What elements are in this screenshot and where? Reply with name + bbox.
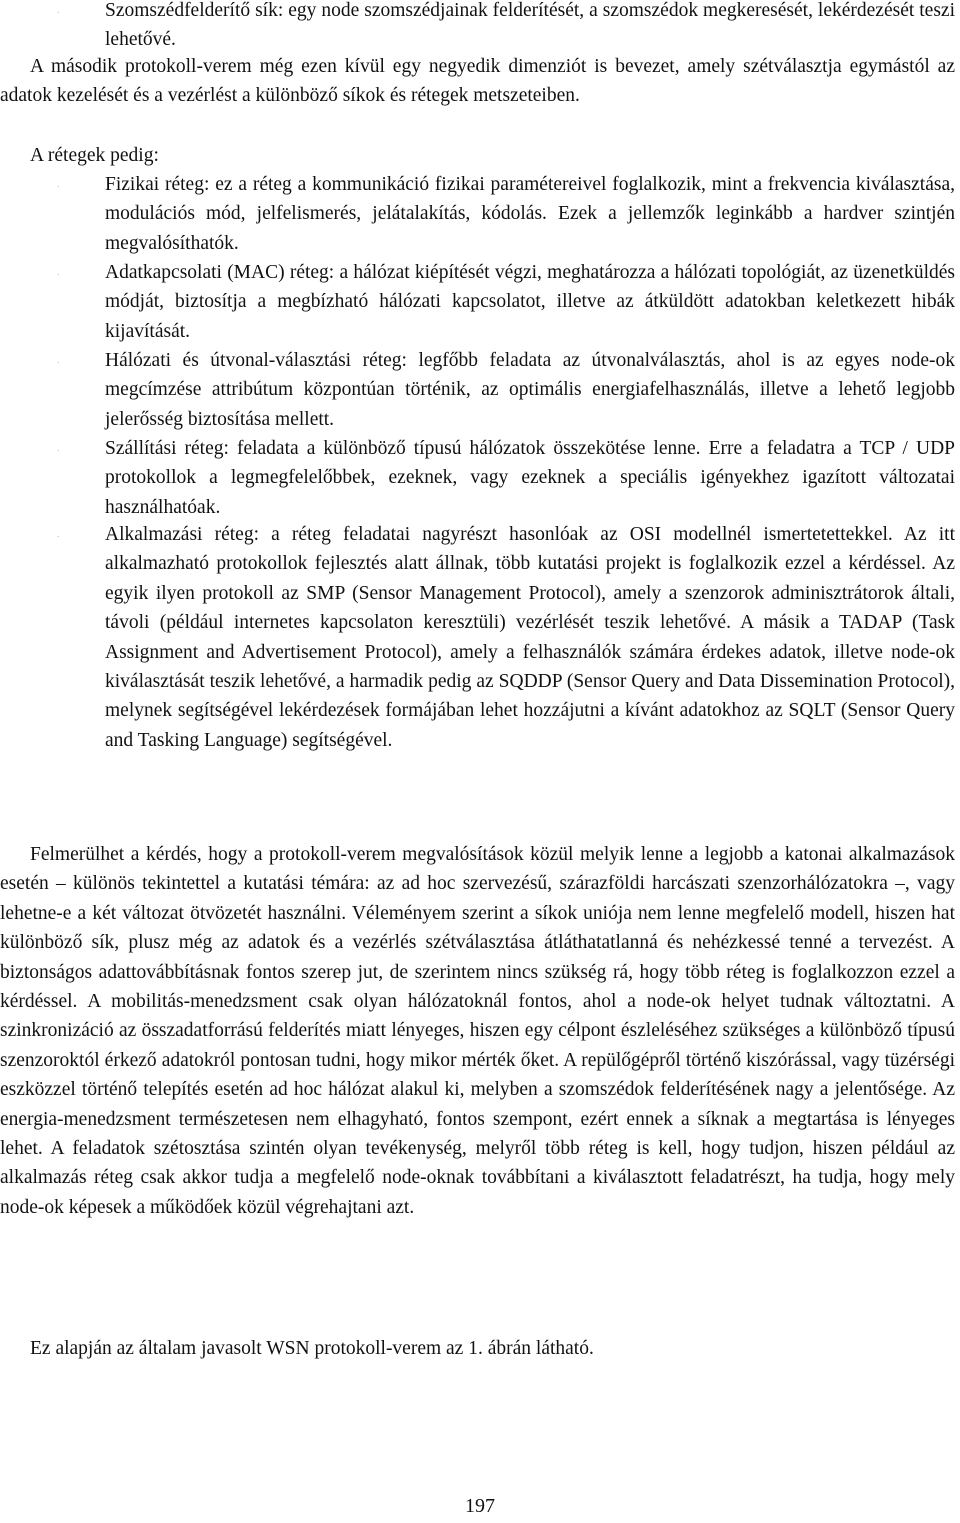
list-item-mac-layer — [57, 258, 955, 346]
list-item-physical-layer — [57, 170, 955, 258]
paragraph-main-discussion: Felmerülhet a kérdés, hogy a protokoll-verem megvalósítások közül melyik lenne a legjobb a katonai alkalmazások esetén – különös tekintettel a kutatási témára: az ad hoc szervezésű, szárazföldi harcászati szenzorhálózatokra –, vagy lehetne-e a két változat ötvözetét használni. Véleményem szerint a síkok uniója nem lenne megfelelő modell, hiszen hat különböző sík, plusz még az adatok és a vezérlés szétválasztása átláthatatlanná és nehézkessé tenné a tervezést. A biztonságos adattovábbításnak fontos szerep jut, de szerintem nincs szükség rá, hogy több réteg is foglalkozzon ezzel a kérdéssel. A mobilitás-menedzsment csak olyan hálózatoknál fontos, ahol a node-ok helyet tudnak változtatni. A szinkronizáció az összadatforrású felderítés miatt lényeges, hiszen egy célpont észleléséhez szükséges a különböző típusú szenzoroktól érkező adatokról pontosan tudni, hogy mikor mérték őket. A repülőgépről történő kiszórással, vagy tüzérségi eszközzel történő telepítés esetén ad hoc hálózat alakul ki, melyben a szomszédok felderítésének nagy a jelentősége. Az energia-menedzsment természetesen nem elhagyható, fontos szempont, ezért ennek a síknak a megtartása is lényeges lehet. A feladatok szétosztása szintén olyan tevékenység, melyről több réteg is kell, hogy tudjon, hiszen például az alkalmazás réteg csak akkor tudja a megfelelő node-oknak továbbítani a kiválasztott feladatrészt, ha tudja, hogy mely node-ok képesek a működőek közül végrehajtani azt. — [0, 844, 955, 1218]
list-bullet: . — [57, 443, 60, 454]
list-item-text: Adatkapcsolati (MAC) réteg: a hálózat kiépítését végzi, meghatározza a hálózati topológiát, az üzenetküldés módját, biztosítja a megbízható hálózati kapcsolatot, illetve az átküldött adatokban keletkezett hibák kijavítását. — [105, 262, 955, 342]
list-bullet: . — [57, 5, 60, 16]
list-bullet: . — [57, 355, 60, 366]
list-item-transport-layer — [57, 434, 955, 522]
layers-intro: A rétegek pedig: — [30, 145, 159, 166]
list-item-text: Szomszédfelderítő sík: egy node szomszédjainak felderítését, a szomszédok megkeresését, lekérdezését teszi lehetővé. — [105, 0, 955, 51]
list-item-text: Szállítási réteg: feladata a különböző típusú hálózatok összekötése lenne. Erre a feladatra a TCP / UDP protokollok a legmegfelelőbbek, ezeknek, vagy ezeknek a speciális igényekhez igazított változatai használhatóak. — [105, 438, 955, 518]
list-item-text: Fizikai réteg: ez a réteg a kommunikáció fizikai paramétereivel foglalkozik, mint a frekvencia kiválasztása, modulációs mód, jelfelismerés, jelátalakítás, kódolás. Ezek a jellemzők leginkább a hardver szintjén megvalósíthatók. — [105, 174, 955, 254]
list-item-text: Hálózati és útvonal-választási réteg: legfőbb feladata az útvonalválasztás, ahol is az egyes node-ok megcímzése attribútum központúan történik, az optimális energiafelhasználás, illetve a lehető legjobb jelerősség biztosítása mellett. — [105, 350, 955, 430]
list-item-application-layer — [57, 520, 955, 755]
list-item-network-layer — [57, 346, 955, 434]
paragraph-conclusion: Ez alapján az általam javasolt WSN protokoll-verem az 1. ábrán látható. — [30, 1338, 594, 1359]
list-bullet: . — [57, 179, 60, 190]
list-bullet: . — [57, 529, 60, 540]
list-bullet: . — [57, 267, 60, 278]
list-item-neighbor-discovery-plane — [57, 0, 955, 55]
page-number: 197 — [465, 1495, 495, 1517]
paragraph-second-protocol: A második protokoll-verem még ezen kívül egy negyedik dimenziót is bevezet, amely szétválasztja egymástól az adatok kezelését és a vezérlést a különböző síkok és rétegek metszeteiben. — [0, 56, 955, 107]
list-item-text: Alkalmazási réteg: a réteg feladatai nagyrészt hasonlóak az OSI modellnél ismertetettekkel. Az itt alkalmazható protokollok fejlesztés alatt állnak, több kutatási projekt is foglalkozik ezzel a kérdéssel. Az egyik ilyen protokoll az SMP (Sensor Management Protocol), amely a szenzorok adminisztrátorok általi, távoli (például internetes kapcsolaton keresztüli) vezérlését teszik lehetővé. A másik a TADAP (Task Assignment and Advertisement Protocol), amely a felhasználók számára érdekes adatok, illetve node-ok kiválasztását teszik lehetővé, a harmadik pedig az SQDDP (Sensor Query and Data Dissemination Protocol), melynek segítségével lekérdezések formájában lehet hozzájutni a kívánt adatokhoz az SQLT (Sensor Query and Tasking Language) segítségével. — [105, 524, 955, 751]
